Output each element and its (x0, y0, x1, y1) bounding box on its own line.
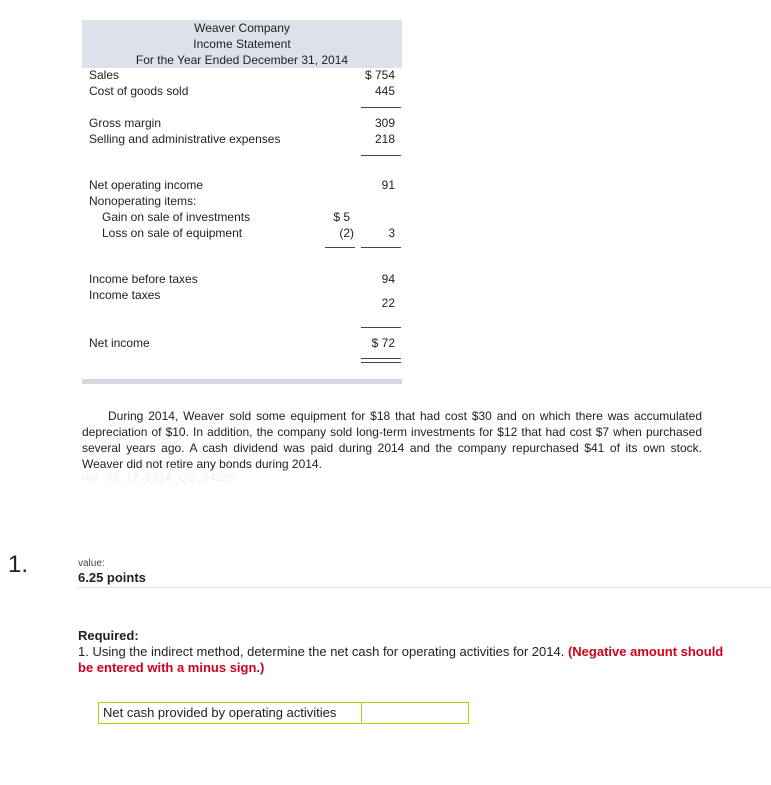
statement-title: Income Statement (193, 37, 291, 51)
double-rule-bottom (361, 362, 401, 363)
required-title: Required: (78, 628, 139, 643)
subtotal-rule (361, 247, 401, 248)
sga-label: Selling and administrative expenses (89, 132, 281, 146)
required-text (78, 644, 728, 676)
loss-value: (2) (339, 226, 354, 240)
sales-value: $ 754 (364, 68, 395, 82)
nonop-label: Nonoperating items: (89, 194, 197, 208)
statement-footer-bar (82, 379, 402, 384)
question-number: 1. (8, 551, 29, 578)
noi-label: Net operating income (89, 178, 204, 192)
points-value: 6.25 points (78, 570, 146, 585)
subtotal-rule (361, 155, 401, 156)
cogs-label: Cost of goods sold (89, 84, 189, 98)
revision-watermark: rev: 09_17_2014_QC_54295 (82, 472, 236, 484)
required-instruction: 1. Using the indirect method, determine the net cash for operating activities for 2014. (78, 644, 565, 659)
ni-label: Net income (89, 336, 150, 350)
problem-paragraph: During 2014, Weaver sold some equipment for $18 that had cost $30 and on which there was accumulated depreciation of $10. In addition, the company sold long-term investments for $12 that had cost $7 when purchased several years ago. A cash dividend was paid during 2014 and the company repurchased $41 of its own stock. Weaver did not retire any bonds during 2014. (82, 409, 702, 471)
tax-value: 22 (381, 296, 395, 310)
required-note: (Negative amount should be entered with a minus sign.) (78, 644, 724, 675)
ibt-value: 94 (381, 272, 395, 286)
answer-table (98, 702, 469, 724)
cogs-value: 445 (374, 84, 395, 98)
gain-value: $ 5 (333, 210, 350, 224)
subtotal-rule (361, 327, 401, 328)
noi-value: 91 (381, 178, 395, 192)
ibt-label: Income before taxes (89, 272, 198, 286)
tax-label: Income taxes (89, 288, 161, 302)
nonop-total: 3 (388, 226, 395, 240)
net-cash-input[interactable] (362, 702, 469, 724)
double-rule-top (361, 358, 401, 359)
ni-value: $ 72 (371, 336, 395, 350)
value-label: value: (78, 558, 105, 569)
gross-margin-label: Gross margin (89, 116, 162, 130)
statement-header (82, 20, 402, 68)
sales-label: Sales (89, 68, 120, 82)
loss-label: Loss on sale of equipment (102, 226, 243, 240)
company-name: Weaver Company (194, 21, 290, 35)
divider (78, 587, 771, 588)
subtotal-rule (361, 107, 401, 108)
gross-margin-value: 309 (374, 116, 395, 130)
gain-label: Gain on sale of investments (102, 210, 251, 224)
statement-period: For the Year Ended December 31, 2014 (135, 53, 349, 67)
subtotal-rule (325, 247, 355, 248)
answer-label: Net cash provided by operating activities (98, 702, 362, 724)
sga-value: 218 (374, 132, 395, 146)
